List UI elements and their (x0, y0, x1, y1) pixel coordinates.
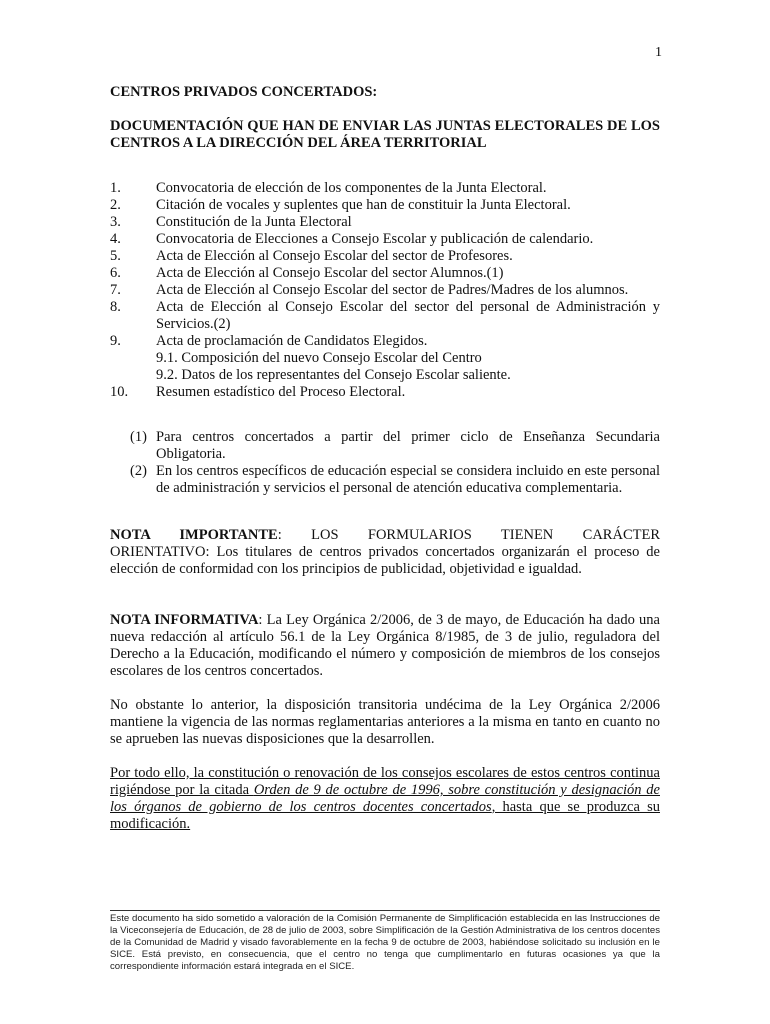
footnote-marker: (1) (130, 429, 147, 445)
section-heading: CENTROS PRIVADOS CONCERTADOS: (110, 84, 378, 100)
item-text: Citación de vocales y suplentes que han de constituir la Junta Electoral. (156, 197, 571, 213)
list-item (110, 180, 660, 197)
item-text: Constitución de la Junta Electoral (156, 214, 352, 230)
nota-importante (110, 527, 660, 578)
footnote-item (110, 463, 660, 497)
por-todo-text: Por todo ello, la constitución o renovación de los consejos escolares de estos centros continua rigiéndose por la citada (110, 765, 660, 798)
footer-note: Este documento ha sido sometido a valoración de la Comisión Permanente de Simplificación establecida en las Instrucciones de la Viceconsejería de Educación, de 28 de julio de 2003, sobre Simplificación de la Gestión Administrativa de los centros docentes de la Comunidad de Madrid y visado favorablemente en la fecha 9 de octubre de 2003, habiéndose solicitado su inclusión en le SICE. Está previsto, en consecuencia, que el centro no tenga que cumplimentarlo en futuras ocasiones ya que la correspondiente información estará integrada en el SICE. (110, 910, 660, 973)
footnotes-list (110, 429, 660, 497)
item-number: 5. (110, 248, 121, 264)
page-number: 1 (655, 45, 662, 60)
nota-informativa-text: : La Ley Orgánica 2/2006, de 3 de mayo, de Educación ha dado una nueva redacción al artículo 56.1 de la Ley Orgánica 8/1985, de 3 de julio, reguladora del Derecho a la Educación, modificando el número y composición de miembros de los consejos escolares de los centros concertados. (110, 612, 660, 679)
item-number: 6. (110, 265, 121, 281)
item-text: Resumen estadístico del Proceso Electoral. (156, 384, 406, 400)
orden-citation: Orden de 9 de octubre de 1996, sobre constitución y designación de los órganos de gobierno de los centros docentes concertados (110, 782, 660, 815)
sub-item: 9.1. Composición del nuevo Consejo Escolar del Centro (156, 350, 482, 366)
item-number: 1. (110, 180, 121, 196)
item-text: Acta de Elección al Consejo Escolar del sector Alumnos.(1) (156, 265, 504, 281)
por-todo-paragraph (110, 765, 660, 833)
list-item (110, 248, 660, 265)
nota-informativa-label: NOTA INFORMATIVA (110, 612, 259, 628)
item-text: Acta de proclamación de Candidatos Elegidos. (156, 333, 428, 349)
footnote-text: En los centros específicos de educación especial se considera incluido en este personal de administración y servicios el personal de atención educativa complementaria. (156, 463, 660, 496)
footnote-item (110, 429, 660, 463)
nota-importante-label: NOTA IMPORTANTE (110, 527, 278, 543)
item-number: 7. (110, 282, 121, 298)
item-text: Acta de Elección al Consejo Escolar del sector de Profesores. (156, 248, 513, 264)
item-number: 2. (110, 197, 121, 213)
list-item (110, 282, 660, 299)
item-number: 9. (110, 333, 121, 349)
nota-importante-text: ORIENTATIVO: Los titulares de centros privados concertados organizarán el proceso de elección de conformidad con los principios de publicidad, objetividad e igualdad. (110, 544, 660, 577)
document-list (110, 180, 660, 401)
list-item (110, 299, 660, 333)
list-item (110, 214, 660, 231)
list-item (110, 265, 660, 282)
por-todo-end: , hasta que se produzca su modificación. (110, 799, 660, 832)
item-number: 4. (110, 231, 121, 247)
footnote-text: Para centros concertados a partir del primer ciclo de Enseñanza Secundaria Obligatoria. (156, 429, 660, 462)
item-text: Acta de Elección al Consejo Escolar del sector del personal de Administración y Servicios.(2) (156, 299, 660, 332)
item-text: Convocatoria de Elecciones a Consejo Escolar y publicación de calendario. (156, 231, 594, 247)
item-text: Convocatoria de elección de los componentes de la Junta Electoral. (156, 180, 547, 196)
item-number: 10. (110, 384, 129, 400)
item-number: 8. (110, 299, 121, 315)
list-item (110, 197, 660, 214)
sub-item: 9.2. Datos de los representantes del Consejo Escolar saliente. (156, 367, 511, 383)
list-item (110, 231, 660, 248)
item-text: Acta de Elección al Consejo Escolar del sector de Padres/Madres de los alumnos. (156, 282, 629, 298)
nota-importante-first-line (110, 527, 660, 544)
nota-importante-heading: : LOS FORMULARIOS TIENEN CARÁCTER (277, 527, 660, 543)
no-obstante-paragraph: No obstante lo anterior, la disposición transitoria undécima de la Ley Orgánica 2/2006 mantiene la vigencia de las normas reglamentarias anteriores a la misma en tanto en cuanto no se aprueben las nuevas disposiciones que la desarrollen. (110, 697, 660, 747)
document-title: DOCUMENTACIÓN QUE HAN DE ENVIAR LAS JUNTAS ELECTORALES DE LOS CENTROS A LA DIRECCIÓN DEL ÁREA TERRITORIAL (110, 118, 660, 151)
nota-informativa (110, 612, 660, 680)
list-item (110, 384, 660, 401)
list-item (110, 333, 660, 384)
item-number: 3. (110, 214, 121, 230)
footnote-marker: (2) (130, 463, 147, 479)
